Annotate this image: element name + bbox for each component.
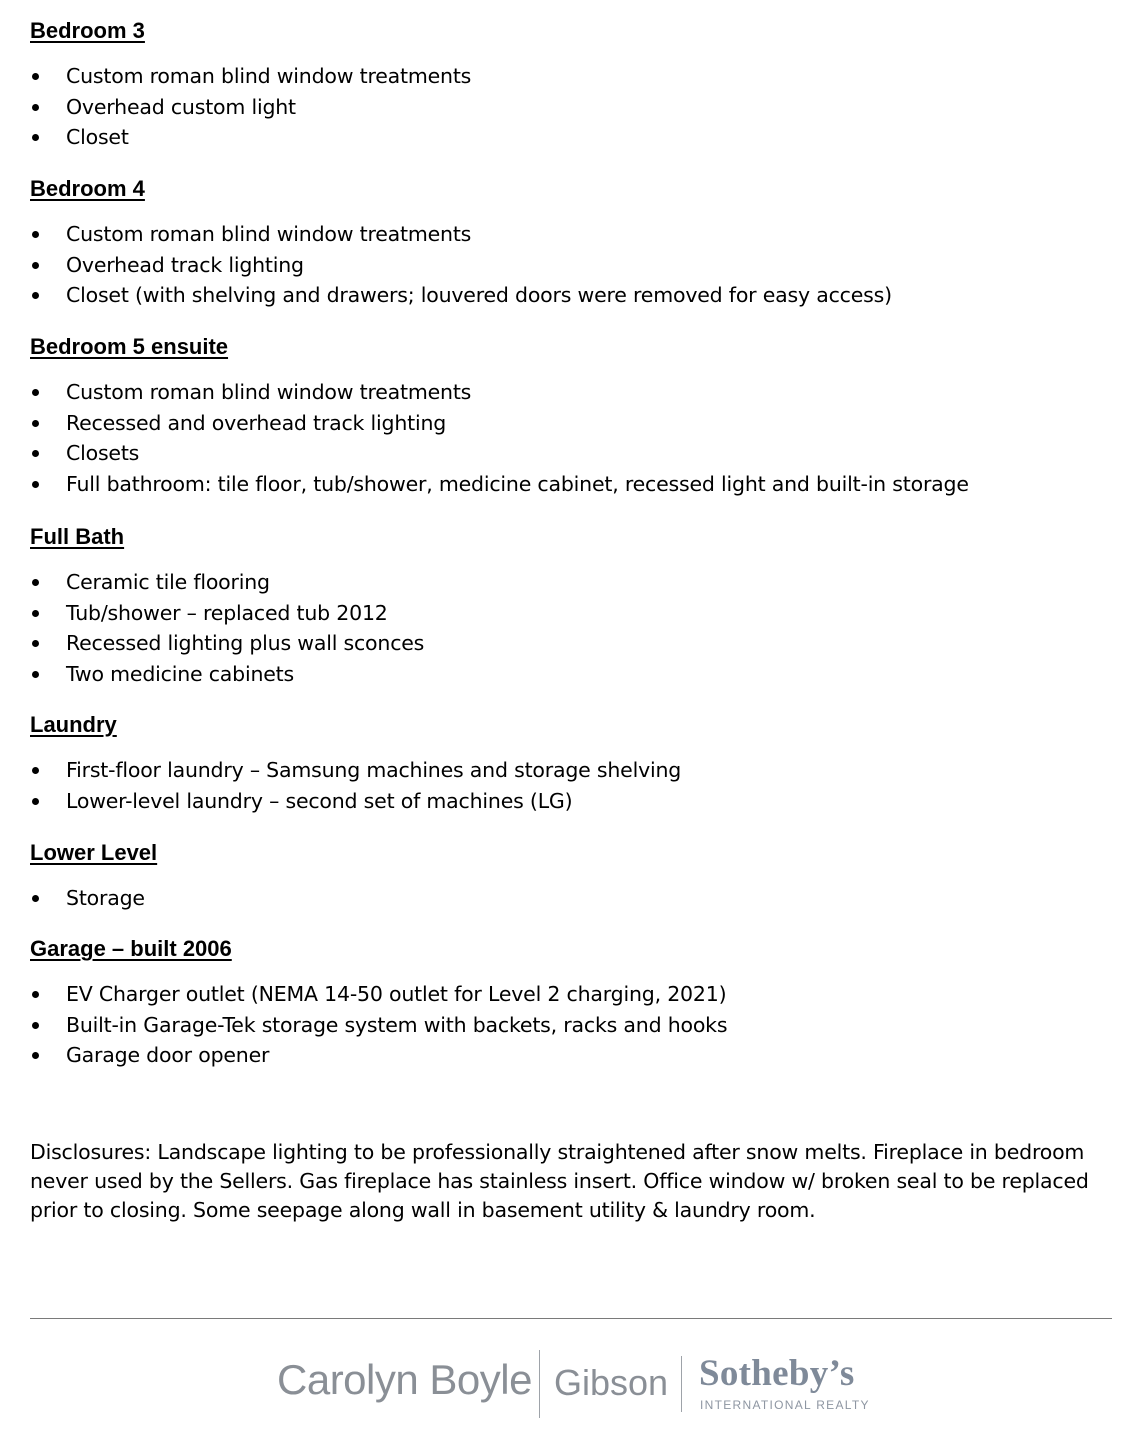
bullet-icon xyxy=(32,1052,39,1059)
list-item-text: Full bathroom: tile floor, tub/shower, medicine cabinet, recessed light and built-in storage xyxy=(66,472,969,497)
logo-divider xyxy=(681,1356,682,1412)
bullet-list xyxy=(30,567,1110,690)
agent-name: Carolyn Boyle xyxy=(277,1356,532,1403)
brand-name: Sotheby’s xyxy=(699,1353,855,1394)
bullet-icon xyxy=(32,640,39,647)
bullet-icon xyxy=(32,671,39,678)
list-item xyxy=(30,598,1110,629)
section-heading: Garage – built 2006 xyxy=(30,936,232,961)
section-heading: Bedroom 3 xyxy=(30,18,145,43)
list-item xyxy=(30,1040,1110,1071)
list-item xyxy=(30,122,1110,153)
list-item-text: Storage xyxy=(66,886,145,910)
list-item-text: First-floor laundry – Samsung machines and storage shelving xyxy=(66,758,682,782)
list-item-text: Overhead custom light xyxy=(66,94,296,119)
list-item xyxy=(30,786,1110,817)
bullet-icon xyxy=(32,579,39,586)
list-item xyxy=(30,979,1110,1010)
list-item xyxy=(30,883,1110,914)
bullet-icon xyxy=(32,481,39,488)
list-item xyxy=(30,628,1110,659)
footer-divider xyxy=(30,1318,1112,1319)
bullet-icon xyxy=(32,134,39,141)
list-item-text: Ceramic tile flooring xyxy=(66,570,270,594)
bullet-icon xyxy=(32,389,39,396)
list-item-text: Garage door opener xyxy=(66,1043,270,1068)
list-item xyxy=(30,92,1110,123)
bullet-list xyxy=(30,61,1110,153)
bullet-icon xyxy=(32,1022,39,1029)
list-item-text: Lower-level laundry – second set of machines (LG) xyxy=(66,788,573,813)
list-item xyxy=(30,438,1110,469)
list-item-text: Closets xyxy=(66,441,140,466)
section-heading: Lower Level xyxy=(30,840,158,865)
list-item xyxy=(30,219,1110,250)
list-item-text: Closet xyxy=(66,125,129,150)
list-item-text: Overhead track lighting xyxy=(66,252,304,277)
bullet-icon xyxy=(32,292,39,299)
bullet-icon xyxy=(32,991,39,998)
section-garage xyxy=(30,935,1110,1071)
list-item xyxy=(30,1010,1110,1041)
list-item xyxy=(30,61,1110,92)
bullet-icon xyxy=(32,420,39,427)
bullet-icon xyxy=(32,895,39,902)
bullet-icon xyxy=(32,73,39,80)
list-item-text: Built-in Garage-Tek storage system with backets, racks and hooks xyxy=(66,1012,728,1037)
list-item xyxy=(30,377,1110,408)
list-item-text: Custom roman blind window treatments xyxy=(66,222,472,246)
bullet-icon xyxy=(32,798,39,805)
bullet-list xyxy=(30,883,1110,914)
list-item-text: Tub/shower – replaced tub 2012 xyxy=(66,600,388,625)
bullet-icon xyxy=(32,767,39,774)
bullet-icon xyxy=(32,610,39,617)
bullet-list xyxy=(30,755,1110,816)
bullet-list xyxy=(30,377,1110,500)
list-item-text: Custom roman blind window treatments xyxy=(66,64,472,88)
section-heading: Bedroom 5 ensuite xyxy=(30,334,229,359)
list-item-text: Two medicine cabinets xyxy=(66,662,294,687)
section-bedroom-4 xyxy=(30,175,1110,311)
bullet-list xyxy=(30,219,1110,311)
list-item xyxy=(30,469,1110,500)
agent-surname: Gibson xyxy=(554,1362,669,1403)
brokerage-logo xyxy=(277,1348,877,1420)
section-heading: Laundry xyxy=(30,712,117,737)
bullet-icon xyxy=(32,450,39,457)
section-lower-level xyxy=(30,839,1110,914)
list-item xyxy=(30,567,1110,598)
brand-tagline: INTERNATIONAL REALTY xyxy=(700,1398,870,1412)
bullet-list xyxy=(30,979,1110,1071)
list-item-text: Recessed lighting plus wall sconces xyxy=(66,631,425,656)
list-item-text: Custom roman blind window treatments xyxy=(66,380,472,404)
list-item-text: Closet (with shelving and drawers; louvered doors were removed for easy access) xyxy=(66,283,892,308)
logo-divider xyxy=(539,1350,540,1418)
section-bedroom-3 xyxy=(30,17,1110,153)
section-full-bath xyxy=(30,523,1110,690)
list-item-text: Recessed and overhead track lighting xyxy=(66,410,447,435)
bullet-icon xyxy=(32,231,39,238)
list-item xyxy=(30,659,1110,690)
bullet-icon xyxy=(32,262,39,269)
section-heading: Full Bath xyxy=(30,524,125,549)
list-item xyxy=(30,250,1110,281)
bullet-icon xyxy=(32,104,39,111)
list-item-text: EV Charger outlet (NEMA 14-50 outlet for Level 2 charging, 2021) xyxy=(66,982,727,1006)
list-item xyxy=(30,408,1110,439)
section-bedroom-5-ensuite xyxy=(30,333,1110,500)
list-item xyxy=(30,280,1110,311)
section-heading: Bedroom 4 xyxy=(30,176,145,201)
list-item xyxy=(30,755,1110,786)
section-laundry xyxy=(30,711,1110,816)
disclosures-paragraph: Disclosures: Landscape lighting to be professionally straightened after snow melts. Fireplace in bedroom never used by the Sellers. Gas fireplace has stainless insert. Office window w/ broken seal to be replaced prior to closing. Some seepage along wall in basement utility & laundry room. xyxy=(30,1140,1089,1222)
